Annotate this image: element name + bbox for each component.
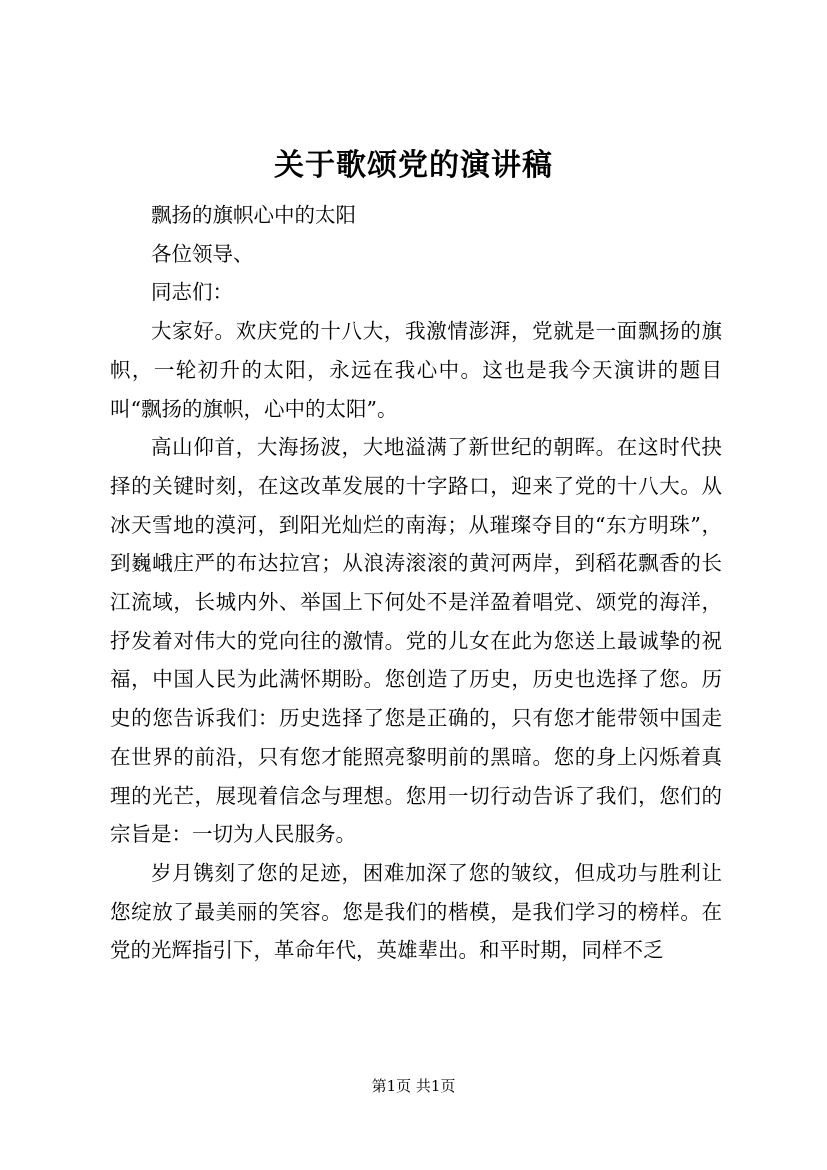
subtitle-paragraph: 飘扬的旗帜心中的太阳 — [151, 203, 356, 227]
document-body — [110, 196, 722, 970]
body-paragraph: 大家好。欢庆党的十八大，我激情澎湃，党就是一面飘扬的旗帜，一轮初升的太阳，永远在我心中。这也是我今天演讲的题目叫“飘扬的旗帜，心中的太阳”。 — [110, 319, 722, 421]
body-paragraph: 高山仰首，大海扬波，大地溢满了新世纪的朝晖。在这时代抉择的关键时刻，在这改革发展的十字路口，迎来了党的十八大。从冰天雪地的漠河，到阳光灿烂的南海；从璀璨夺目的“东方明珠”，到巍峨庄严的布达拉宫；从浪涛滚滚的黄河两岸，到稻花飘香的长江流域，长城内外、举国上下何处不是洋盈着唱党、颂党的海洋，抒发着对伟大的党向往的激情。党的儿女在此为您送上最诚挚的祝福，中国人民为此满怀期盼。您创造了历史，历史也选择了您。历史的您告诉我们：历史选择了您是正确的，只有您才能带领中国走在世界的前沿，只有您才能照亮黎明前的黑暗。您的身上闪烁着真理的光芒，展现着信念与理想。您用一切行动告诉了我们，您们的宗旨是：一切为人民服务。 — [110, 435, 722, 847]
document-title: 关于歌颂党的演讲稿 — [274, 148, 553, 183]
salutation-paragraph: 同志们： — [151, 280, 233, 305]
body-paragraph: 岁月镌刻了您的足迹，困难加深了您的皱纹，但成功与胜利让您绽放了最美丽的笑容。您是我们的楷模，是我们学习的榜样。在党的光辉指引下，革命年代，英雄辈出。和平时期，同样不乏 — [110, 860, 722, 963]
page-footer: 第1页 共1页 — [371, 1077, 456, 1095]
salutation-paragraph: 各位领导、 — [151, 241, 254, 266]
